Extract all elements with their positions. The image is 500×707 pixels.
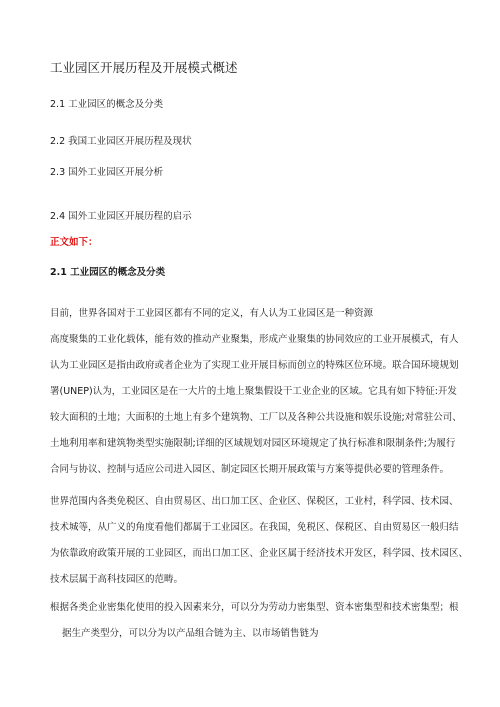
body-line: 技术城等，从广义的角度看他们都属于工业园区。在我国，免税区、保税区、自由贸易区一般归结	[50, 522, 459, 533]
body-line: 据生产类型分，可以分为以产品组合链为主、以市场销售链为	[62, 628, 319, 639]
toc-item-2-1: 2.1 工业园区的概念及分类	[50, 99, 164, 110]
body-line: 土地利用率和建筑物类型实施限制;详细的区域规划对园区环境规定了执行标准和限制条件;为履行	[50, 438, 456, 449]
body-line: 技术层属于高科技园区的范畴。	[50, 574, 184, 585]
body-line: 合同与协议、控制与适应公司进入园区、制定园区长期开展政策与方案等提供必要的管理条件。	[50, 464, 450, 475]
body-line: 世界范围内各类免税区、自由贸易区、出口加工区、企业区、保税区，工业村，科学园、技术园、	[50, 496, 459, 507]
section-heading: 2.1 工业园区的概念及分类	[50, 267, 166, 278]
toc-item-2-4: 2.4 国外工业园区开展历程的启示	[50, 211, 192, 222]
toc-item-2-2: 2.2 我国工业园区开展历程及现状	[50, 136, 192, 147]
body-line: 较大面积的土地；大面积的土地上有多个建筑物、工厂以及各种公共设施和娱乐设施;对常驻公司、	[50, 412, 462, 423]
body-line: 根据各类企业密集化使用的投入因素来分，可以分为劳动力密集型、资本密集型和技术密集型；根	[50, 602, 459, 613]
document-title: 工业园区开展历程及开展模式概述	[50, 60, 238, 75]
body-line: 署(UNEP)认为，工业园区是在一大片的土地上聚集假设干工业企业的区域。它具有如下特征:开发	[50, 386, 457, 397]
body-line: 为依靠政府政策开展的工业园区，而出口加工区、企业区属于经济技术开发区，科学园、技术园区、	[50, 548, 469, 559]
toc-item-2-3: 2.3 国外工业园区开展分析	[50, 167, 164, 178]
body-line: 目前，世界各国对于工业园区都有不同的定义，有人认为工业园区是一种资源	[50, 308, 374, 319]
body-line: 认为工业园区是指由政府或者企业为了实现工业开展目标而创立的特殊区位环境。联合国环境规划	[50, 360, 459, 371]
intro-label: 正文如下：	[50, 237, 98, 248]
body-line: 高度聚集的工业化载体，能有效的推动产业聚集，形成产业聚集的协同效应的工业开展模式，有人	[50, 334, 459, 345]
